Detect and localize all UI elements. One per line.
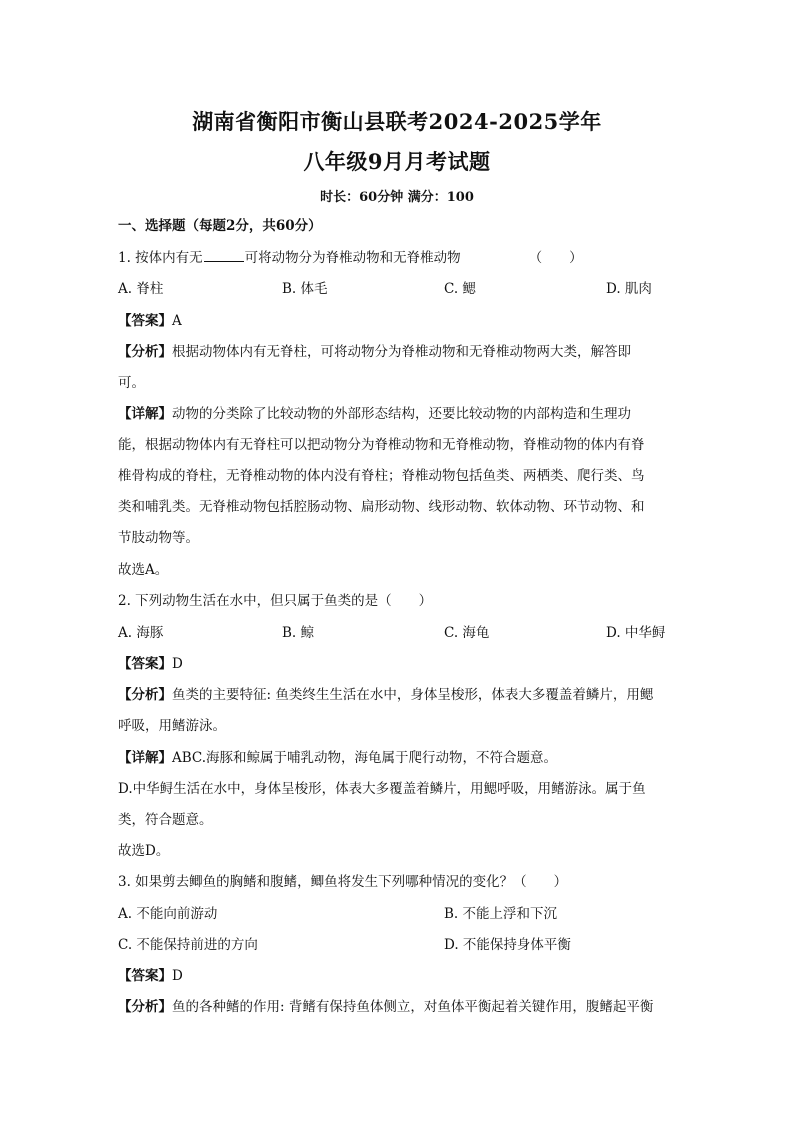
q2-detail-line-1 [118,749,678,767]
q1-detail-line-1 [118,405,678,423]
exam-title-line1: 湖南省衡阳市衡山县联考2024-2025学年 [192,109,602,134]
q3-analysis-line-1 [118,998,678,1016]
q3-option-d: D. 不能保持身体平衡 [444,937,571,953]
q2-analysis-line-2: 呼吸，用鳍游泳。 [118,718,226,734]
q2-option-a: A. 海豚 [118,625,164,641]
exam-title-line2: 八年级9月月考试题 [303,149,491,174]
detail-text: 动物的分类除了比较动物的外部形态结构，还要比较动物的内部构造和生理功 [172,406,631,422]
question-2-stem: 2. 下列动物生活在水中，但只属于鱼类的是（ ） [118,593,433,609]
q2-detail-line-2: D.中华鲟生活在水中，身体呈梭形，体表大多覆盖着鳞片，用鳃呼吸，用鳍游泳。属于鱼 [118,781,646,797]
question-1-stem-before: 1. 按体内有无 [118,250,203,266]
q3-answer [118,967,678,985]
q1-option-c: C. 鳃 [444,281,476,297]
q1-detail-line-5: 节肢动物等。 [118,530,199,546]
answer-paren: （ ） [528,250,583,266]
analysis-text: 鱼类的主要特征: 鱼类终生生活在水中，身体呈梭形，体表大多覆盖着鳞片，用鳃 [172,687,654,703]
q1-option-d: D. 肌肉 [606,281,652,297]
detail-tag: 【详解】 [118,406,172,422]
answer-value: D [172,656,183,672]
detail-tag: 【详解】 [118,750,172,766]
q3-option-a: A. 不能向前游动 [118,906,218,922]
analysis-tag: 【分析】 [118,687,172,703]
q1-analysis-line-2: 可。 [118,375,145,391]
answer-tag: 【答案】 [118,656,172,672]
exam-meta: 时长：60分钟 满分：100 [320,190,474,205]
question-1-stem-after: 可将动物分为脊椎动物和无脊椎动物 [244,250,461,266]
q2-option-c: C. 海龟 [444,625,490,641]
analysis-tag: 【分析】 [118,999,172,1015]
analysis-text: 根据动物体内有无脊柱，可将动物分为脊椎动物和无脊椎动物两大类，解答即 [172,344,631,360]
question-1-stem [118,248,678,267]
detail-text: ABC.海豚和鲸属于哺乳动物，海龟属于爬行动物，不符合题意。 [172,750,558,766]
q1-option-a: A. 脊柱 [118,281,164,297]
q2-conclusion: 故选D。 [118,843,170,859]
q2-answer [118,655,678,673]
q3-option-b: B. 不能上浮和下沉 [444,906,558,922]
q2-detail-line-3: 类，符合题意。 [118,812,213,828]
section-heading: 一、选择题（每题2分，共60分） [118,218,322,234]
q2-option-b: B. 鲸 [282,625,315,641]
q1-detail-line-2: 能，根据动物体内有无脊柱可以把动物分为脊椎动物和无脊椎动物，脊椎动物的体内有脊 [118,437,645,453]
q2-analysis-line-1 [118,686,678,704]
answer-blank [204,248,244,262]
q3-option-c: C. 不能保持前进的方向 [118,937,258,953]
analysis-tag: 【分析】 [118,344,172,360]
answer-value: D [172,968,183,984]
answer-tag: 【答案】 [118,313,172,329]
question-3-stem: 3. 如果剪去鲫鱼的胸鳍和腹鳍，鲫鱼将发生下列哪种情况的变化？（ ） [118,874,568,890]
answer-tag: 【答案】 [118,968,172,984]
q1-analysis-line-1 [118,343,678,361]
q1-detail-line-3: 椎骨构成的脊柱，无脊椎动物的体内没有脊柱；脊椎动物包括鱼类、两栖类、爬行类、鸟 [118,468,645,484]
analysis-text: 鱼的各种鳍的作用: 背鳍有保持鱼体侧立，对鱼体平衡起着关键作用，腹鳍起平衡 [172,999,654,1015]
q1-conclusion: 故选A。 [118,562,169,578]
q1-option-b: B. 体毛 [282,281,328,297]
q1-answer [118,312,678,330]
answer-value: A [172,313,182,329]
q1-detail-line-4: 类和哺乳类。无脊椎动物包括腔肠动物、扁形动物、线形动物、软体动物、环节动物、和 [118,499,645,515]
q2-option-d: D. 中华鲟 [606,625,666,641]
